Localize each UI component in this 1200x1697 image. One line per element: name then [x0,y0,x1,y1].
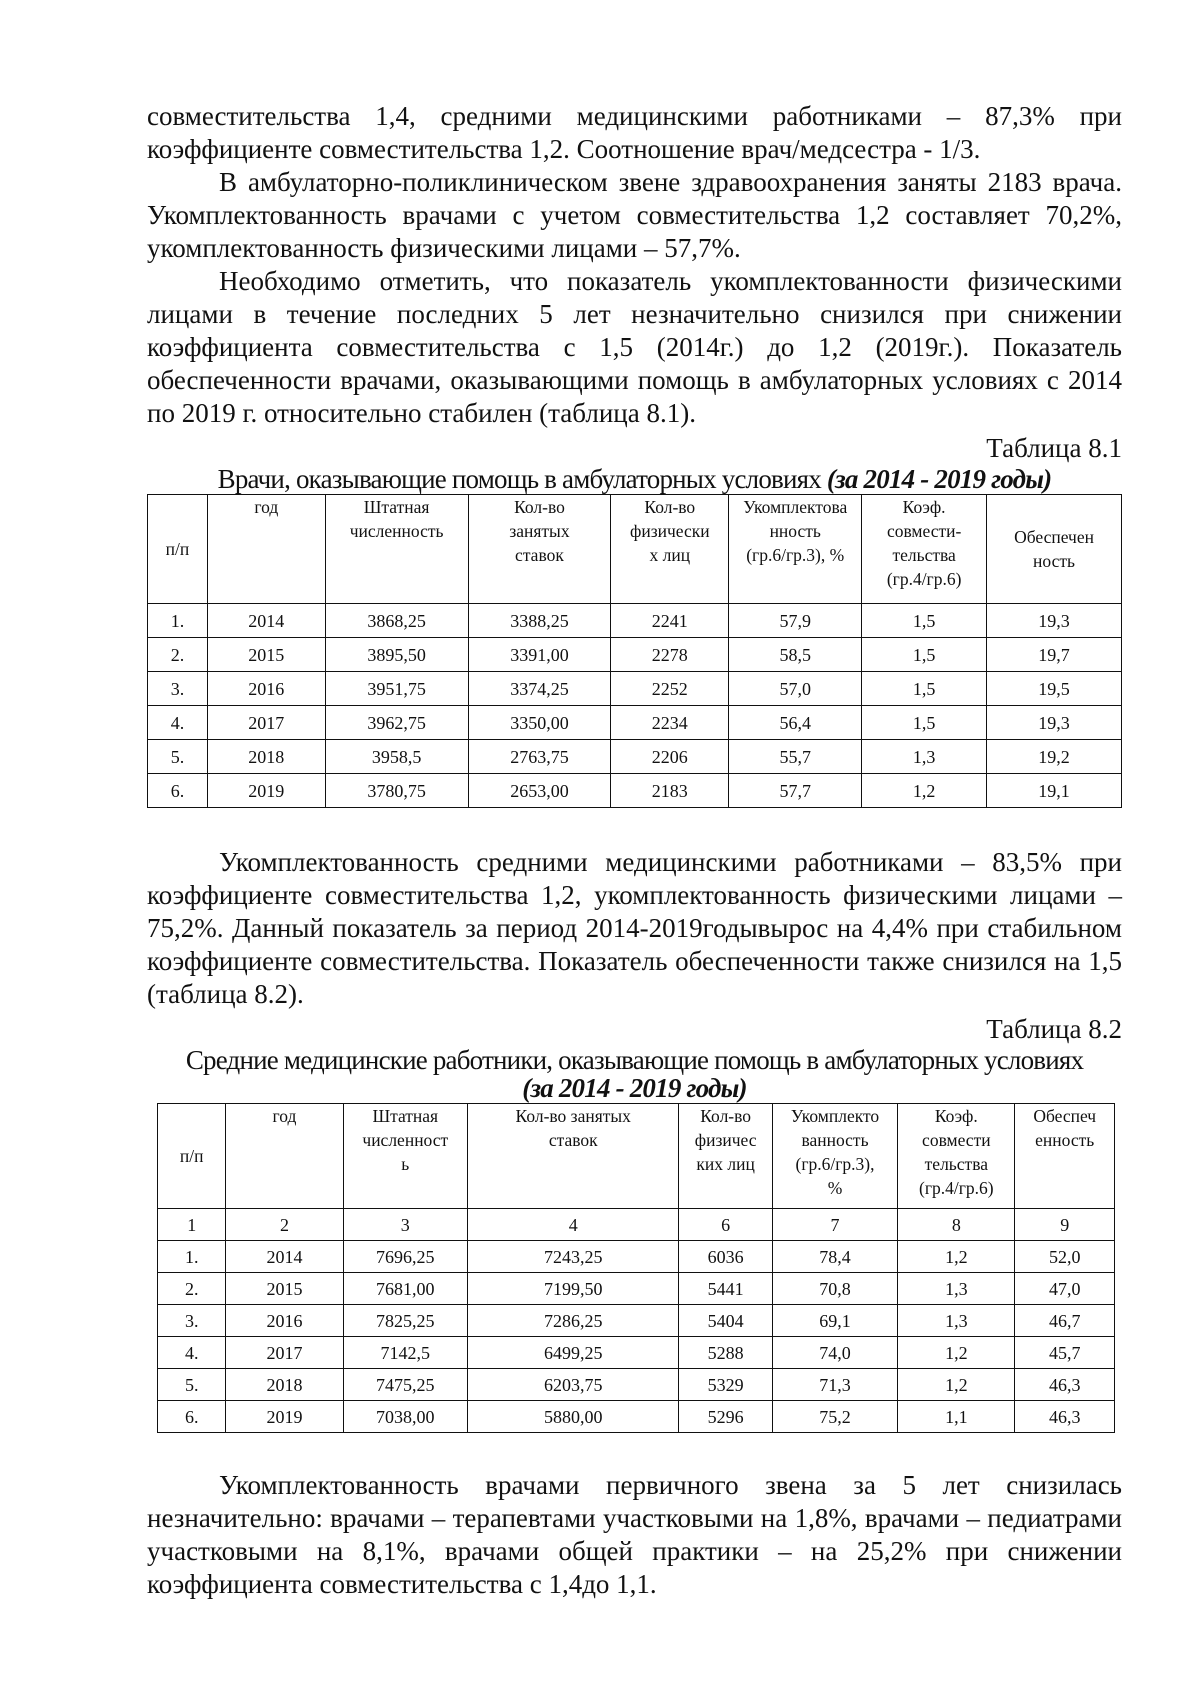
table-cell: 2016 [226,1305,343,1337]
column-number-cell: 1 [158,1209,226,1241]
table-cell: 3958,5 [325,740,468,774]
header-cell: год [226,1104,343,1209]
header-cell: п/п [148,495,208,604]
table-cell: 3780,75 [325,774,468,808]
table-cell: 7243,25 [467,1241,679,1273]
table-cell: 3962,75 [325,706,468,740]
table-cell: 57,0 [729,672,862,706]
table-cell: 57,7 [729,774,862,808]
table-cell: 2014 [207,604,325,638]
table-cell: 57,9 [729,604,862,638]
header-cell: п/п [158,1104,226,1209]
table-cell: 3951,75 [325,672,468,706]
table-cell: 1,3 [898,1273,1015,1305]
table-cell: 70,8 [772,1273,897,1305]
table-cell: 1,1 [898,1401,1015,1433]
table-cell: 75,2 [772,1401,897,1433]
table-cell: 6203,75 [467,1369,679,1401]
table-cell: 6499,25 [467,1337,679,1369]
column-number-cell: 2 [226,1209,343,1241]
column-number-cell: 7 [772,1209,897,1241]
table-cell: 2653,00 [468,774,611,808]
table-cell: 1,5 [862,638,987,672]
table-8-1-body [148,604,1122,808]
paragraph-3: Необходимо отметить, что показатель укомплектованности физическими лицами в течение последних 5 лет незначительно снизился при снижении коэффициента совместительства с 1,5 (2014г.) до 1,2 (2019г.). Показатель обеспеченности врачами, оказывающими помощь в амбулаторных условиях с 2014 по 2019 г. относительно стабилен (таблица 8.1). [147,266,1122,428]
table-cell: 19,5 [987,672,1122,706]
table-cell: 5404 [679,1305,772,1337]
table-cell: 2234 [611,706,729,740]
table-cell: 7286,25 [467,1305,679,1337]
table-cell: 1,3 [898,1305,1015,1337]
table-cell: 2019 [226,1401,343,1433]
table-cell: 2. [148,638,208,672]
table-cell: 3868,25 [325,604,468,638]
table-cell: 1. [158,1241,226,1273]
table-cell: 19,1 [987,774,1122,808]
table-8-2-body [158,1209,1115,1433]
table-cell: 5288 [679,1337,772,1369]
table-cell: 2017 [226,1337,343,1369]
column-number-cell: 8 [898,1209,1015,1241]
column-number-cell: 6 [679,1209,772,1241]
table-cell: 5441 [679,1273,772,1305]
table-cell: 3388,25 [468,604,611,638]
table-cell: 2252 [611,672,729,706]
table-cell: 19,7 [987,638,1122,672]
table-row [158,1337,1115,1369]
table-cell: 2015 [226,1273,343,1305]
table-cell: 6036 [679,1241,772,1273]
column-number-row [158,1209,1115,1241]
header-cell: Коэф. совмести- тельства (гр.4/гр.6) [862,495,987,604]
table-8-2-period-text: (за 2014 - 2019 годы) [522,1073,747,1103]
table-cell: 2015 [207,638,325,672]
table-cell: 2763,75 [468,740,611,774]
table-cell: 3391,00 [468,638,611,672]
table-cell: 5329 [679,1369,772,1401]
table-row [148,672,1122,706]
table-cell: 19,3 [987,706,1122,740]
table-row [158,1369,1115,1401]
table-8-1-title [147,464,1122,494]
table-cell: 1,5 [862,706,987,740]
table-cell: 71,3 [772,1369,897,1401]
table-cell: 7825,25 [343,1305,467,1337]
table-cell: 5296 [679,1401,772,1433]
table-cell: 45,7 [1015,1337,1115,1369]
table-cell: 1,2 [898,1369,1015,1401]
table-row [158,1305,1115,1337]
header-cell: Штатная численност ь [343,1104,467,1209]
header-cell: Укомплектова нность (гр.6/гр.3), % [729,495,862,604]
header-cell: Кол-во физически х лиц [611,495,729,604]
header-cell: Укомплекто ванность (гр.6/гр.3), % [772,1104,897,1209]
table-row [158,1273,1115,1305]
table-cell: 7199,50 [467,1273,679,1305]
table-cell: 3. [148,672,208,706]
table-cell: 46,7 [1015,1305,1115,1337]
table-cell: 55,7 [729,740,862,774]
table-cell: 4. [148,706,208,740]
table-cell: 1,2 [898,1337,1015,1369]
paragraph-5: Укомплектованность врачами первичного звена за 5 лет снизилась незначительно: врачами – терапевтами участковыми на 1,8%, врачами – педиатрами участковыми на 8,1%, врачами общей практики – на 25,2% при снижении коэффициента совместительства с 1,4до 1,1. [147,1470,1122,1599]
paragraph-4: Укомплектованность средними медицинскими работниками – 83,5% при коэффициенте совместительства 1,2, укомплектованность физическими лицами – 75,2%. Данный показатель за период 2014-2019годывырос на 4,4% при стабильном коэффициенте совместительства. Показатель обеспеченности также снизился на 1,5 (таблица 8.2). [147,847,1122,1009]
table-cell: 2019 [207,774,325,808]
table-cell: 5. [158,1369,226,1401]
table-cell: 52,0 [1015,1241,1115,1273]
paragraph-1: совместительства 1,4, средними медицинскими работниками – 87,3% при коэффициенте совместительства 1,2. Соотношение врач/медсестра - 1/3. [147,101,1122,164]
table-cell: 3895,50 [325,638,468,672]
table-cell: 1. [148,604,208,638]
table-cell: 7038,00 [343,1401,467,1433]
header-cell: Штатная численность [325,495,468,604]
table-cell: 6. [148,774,208,808]
table-row [148,706,1122,740]
column-number-cell: 3 [343,1209,467,1241]
table-cell: 2278 [611,638,729,672]
table-cell: 2183 [611,774,729,808]
table-row [148,638,1122,672]
table-cell: 69,1 [772,1305,897,1337]
table-header-row [158,1104,1115,1209]
table-cell: 2206 [611,740,729,774]
table-8-1 [147,494,1122,808]
header-cell: Кол-во занятых ставок [468,495,611,604]
table-row [148,740,1122,774]
header-cell: Коэф. совмести тельства (гр.4/гр.6) [898,1104,1015,1209]
table-cell: 2016 [207,672,325,706]
table-8-2 [157,1103,1115,1433]
table-cell: 2241 [611,604,729,638]
table-cell: 78,4 [772,1241,897,1273]
table-row [148,604,1122,638]
table-cell: 2014 [226,1241,343,1273]
table-cell: 2017 [207,706,325,740]
table-8-1-title-text: Врачи, оказывающие помощь в амбулаторных условиях [217,464,821,494]
table-cell: 7696,25 [343,1241,467,1273]
table-cell: 1,5 [862,672,987,706]
table-cell: 1,2 [898,1241,1015,1273]
table-cell: 3. [158,1305,226,1337]
column-number-cell: 4 [467,1209,679,1241]
header-cell: год [207,495,325,604]
table-cell: 6. [158,1401,226,1433]
table-cell: 58,5 [729,638,862,672]
table-cell: 7475,25 [343,1369,467,1401]
table-cell: 46,3 [1015,1401,1115,1433]
table-cell: 19,2 [987,740,1122,774]
table-cell: 46,3 [1015,1369,1115,1401]
header-cell: Кол-во физичес ких лиц [679,1104,772,1209]
table-8-2-title-period [147,1073,1122,1103]
table-header-row [148,495,1122,604]
table-row [158,1241,1115,1273]
table-cell: 2018 [226,1369,343,1401]
table-cell: 7681,00 [343,1273,467,1305]
paragraph-2: В амбулаторно-поликлиническом звене здравоохранения заняты 2183 врача. Укомплектованность врачами с учетом совместительства 1,2 составляет 70,2%, укомплектованность физическими лицами – 57,7%. [147,167,1122,263]
table-8-2-label: Таблица 8.2 [986,1014,1122,1044]
table-row [148,774,1122,808]
document-page [147,100,1122,1601]
table-cell: 5880,00 [467,1401,679,1433]
table-row [158,1401,1115,1433]
table-cell: 47,0 [1015,1273,1115,1305]
table-cell: 2018 [207,740,325,774]
table-cell: 4. [158,1337,226,1369]
table-cell: 3350,00 [468,706,611,740]
table-8-1-title-period: (за 2014 - 2019 годы) [826,464,1052,494]
table-cell: 3374,25 [468,672,611,706]
table-cell: 74,0 [772,1337,897,1369]
table-8-1-label: Таблица 8.1 [986,433,1122,463]
table-cell: 1,5 [862,604,987,638]
table-cell: 1,2 [862,774,987,808]
table-cell: 5. [148,740,208,774]
table-cell: 1,3 [862,740,987,774]
table-8-2-title: Средние медицинские работники, оказывающие помощь в амбулаторных условиях [185,1045,1084,1075]
table-cell: 56,4 [729,706,862,740]
table-cell: 19,3 [987,604,1122,638]
header-cell: Обеспечен ность [987,495,1122,604]
table-cell: 7142,5 [343,1337,467,1369]
header-cell: Кол-во занятых ставок [467,1104,679,1209]
column-number-cell: 9 [1015,1209,1115,1241]
header-cell: Обеспеч енность [1015,1104,1115,1209]
table-cell: 2. [158,1273,226,1305]
